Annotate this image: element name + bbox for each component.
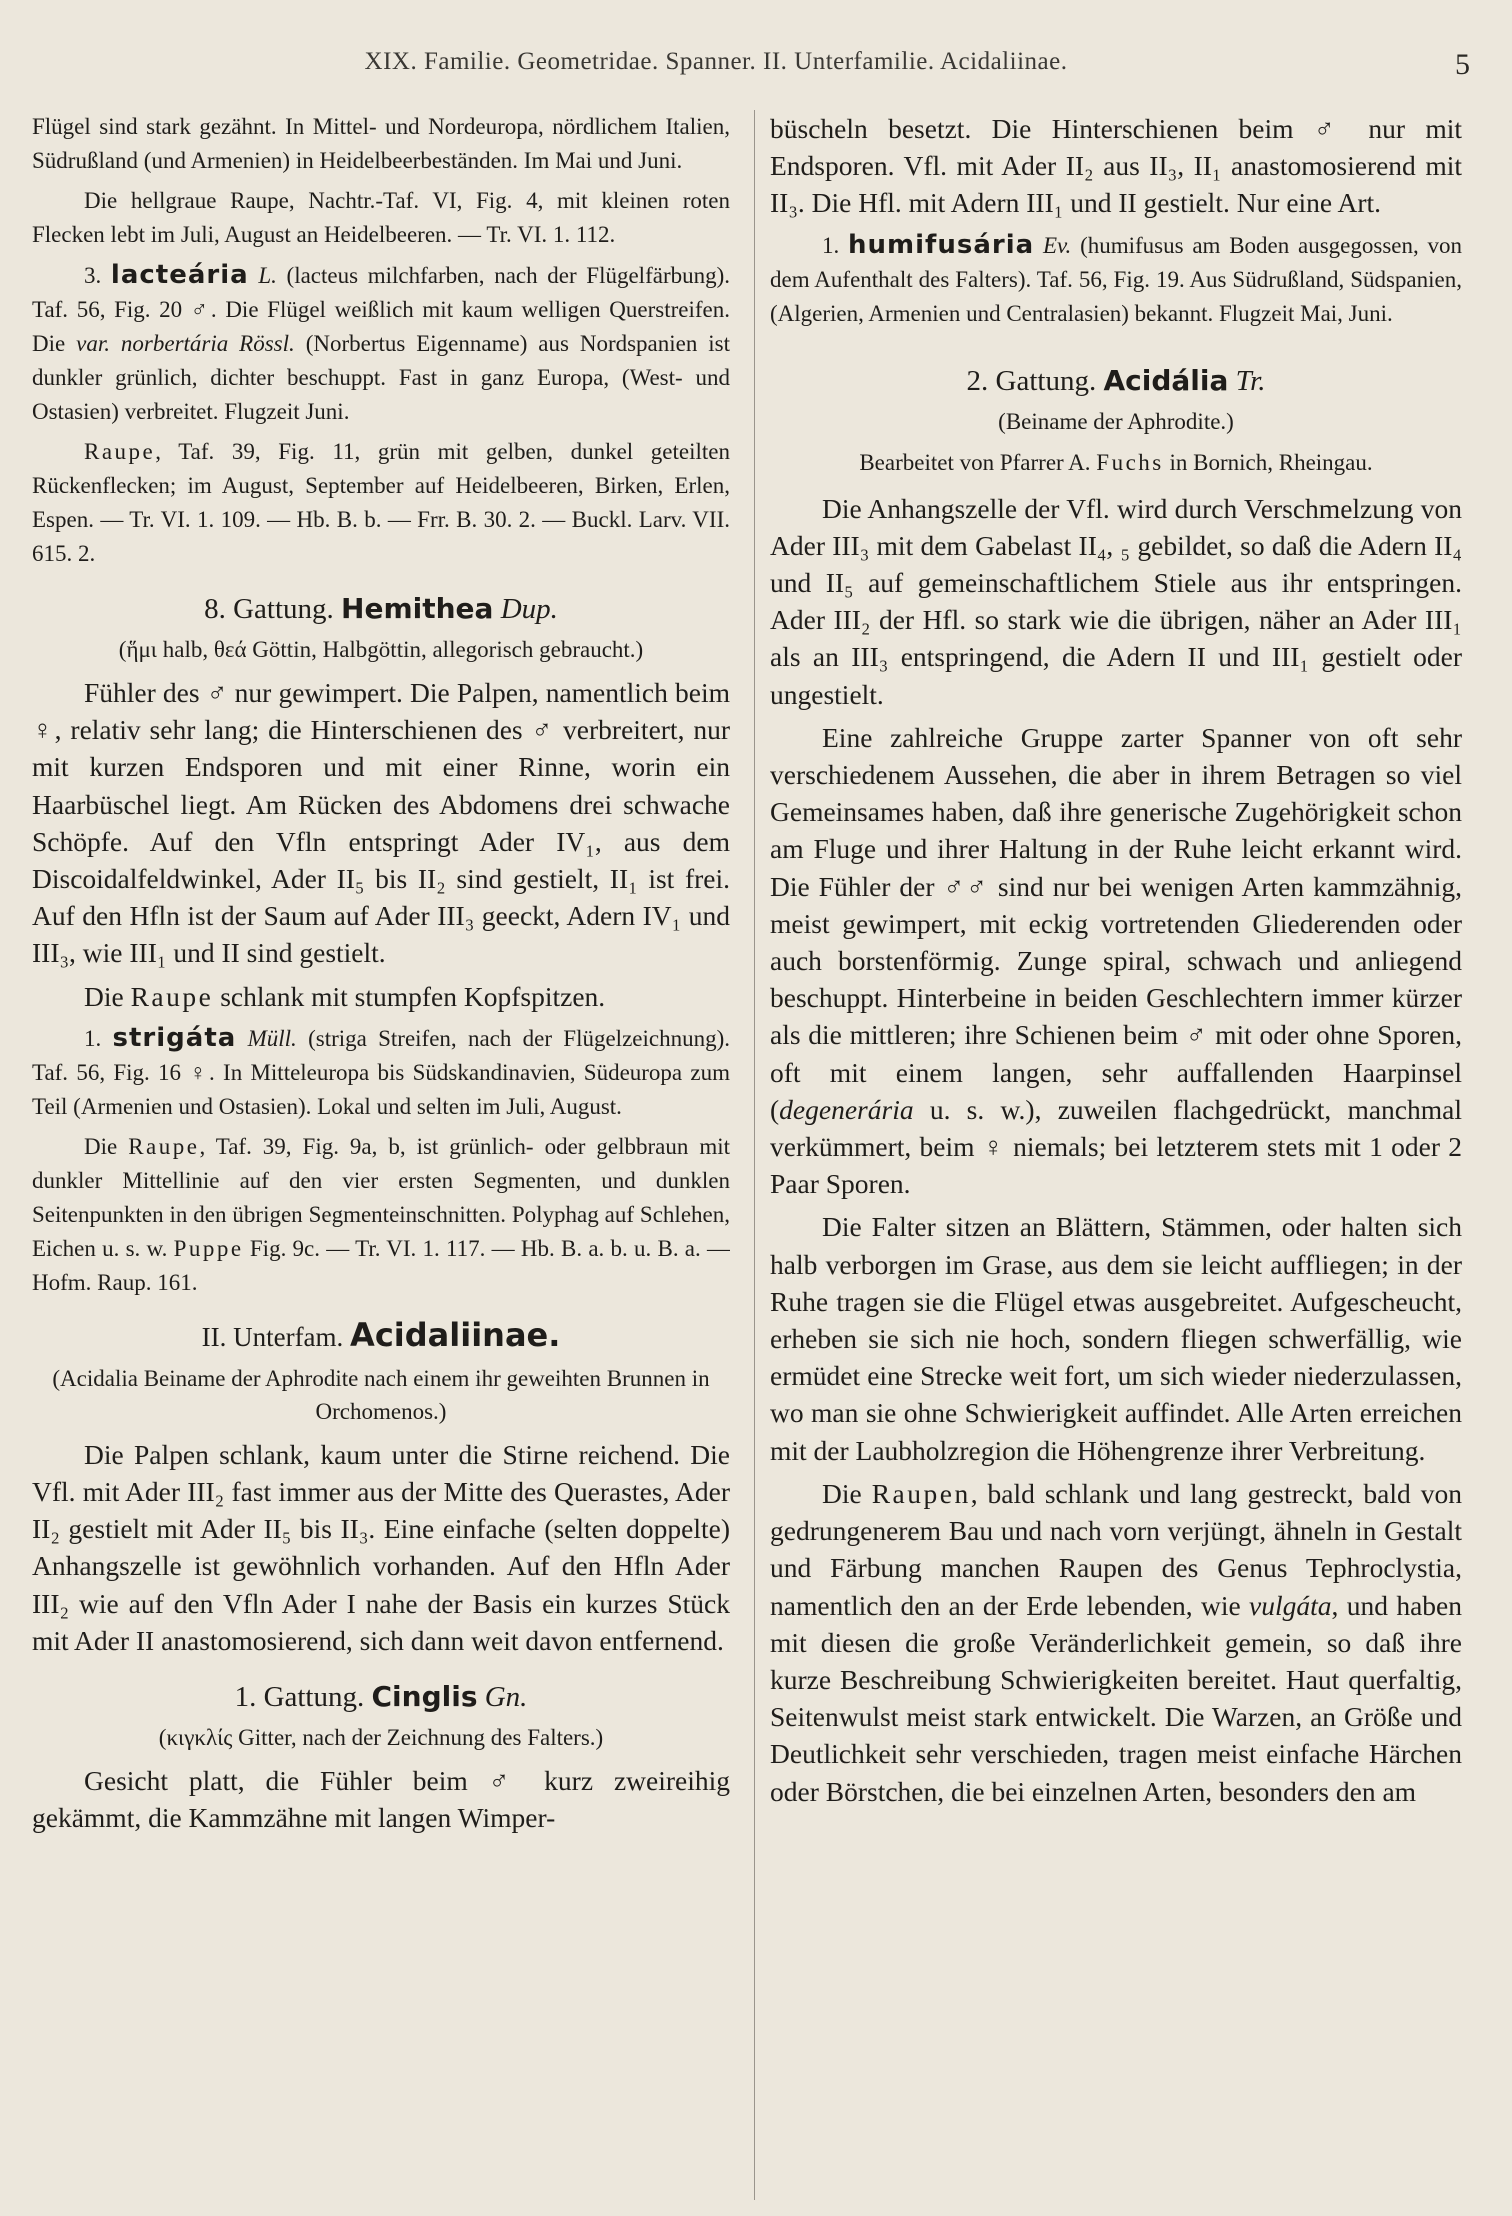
paragraph: Die Falter sitzen an Blättern, Stämmen, oder halten sich halb verborgen im Grase, aus dem sie leicht auffliegen; in der Ruhe tragen sie die Flügel etwas ausgebreitet. Aufgescheucht, erheben sie sich nie hoch, sondern fliegen schwerfällig, wie ermüdet eine Strecke weit fort, um sich wieder niederzulassen, wo man sie ohne Schwierigkeit auffindet. Alle Arten erreichen mit der Laubholzregion die Höhengrenze ihrer Verbreitung. <box>770 1211 1462 1466</box>
subfamily-heading: II. Unterfam. Acidaliinae. <box>201 1315 561 1354</box>
species-number: 1. <box>84 1025 102 1051</box>
genus-description: Fühler des ♂ nur gewimpert. Die Palpen, namentlich beim ♀, relativ sehr lang; die Hinterschienen des ♂ verbreitert, nur mit kurzen Endsporen und mit einer Rinne, worin ein Haarbüschel liegt. Am Rücken des Abdomens drei schwache Schöpfe. Auf den Vfln entspringt Ader IV₁, aus dem Discoidalfeldwinkel, Ader II₅ bis II₂ sind gestielt, II₁ ist frei. Auf den Hfln ist der Saum auf Ader III₃ geeckt, Adern IV₁ und III₃, wie III₁ und II sind gestielt. <box>32 677 730 969</box>
species-number: 3. <box>84 263 102 288</box>
running-title: XIX. Familie. Geometridae. Spanner. II. Unterfamilie. Acidaliinae. <box>364 48 1068 75</box>
species-entry-lactearia: 3. lacteária L. (lacteus milchfarben, nach der Flügelfärbung). Taf. 56, Fig. 20 ♂. Die Flügel weißlich mit kaum welligen Querstreifen. Die var. norbertária Rössl. (Norbertus Eigenname) aus Nordspanien ist dunkler grünlich, dichter beschuppt. Fast in ganz Europa, (West- und Ostasien) verbreitet. Flugzeit Juni. <box>32 260 730 424</box>
species-name: strigáta <box>112 1022 237 1053</box>
variety-name: var. norbertária Rössl. <box>76 331 295 356</box>
larva-description: Die Raupe schlank mit stumpfen Kopfspitzen. <box>84 980 606 1012</box>
genus-author: Gn. <box>484 1681 528 1714</box>
paragraph: Flügel sind stark gezähnt. In Mittel- und Nordeuropa, nördlichem Italien, Südrußland (und Armenien) in Heidelbeerbeständen. Im Mai und Juni. <box>32 114 730 173</box>
right-column <box>770 110 1462 2186</box>
paragraph: Die hellgraue Raupe, Nachtr.-Taf. VI, Fig. 4, mit kleinen roten Flecken lebt im Juli, August an Heidelbeeren. — Tr. VI. 1. 112. <box>32 188 730 247</box>
genus-heading-acidalia: 2. Gattung. Acidália Tr. <box>966 363 1266 397</box>
etymology: (Acidalia Beiname der Aphrodite nach einem ihr geweihten Brunnen in Orchomenos.) <box>52 1365 710 1424</box>
genus-heading-hemithea: 8. Gattung. Hemithea Dup. <box>204 592 558 625</box>
paragraph: Die Anhangszelle der Vfl. wird durch Verschmelzung von Ader III₃ mit dem Gabelast II₄, ₅ gebildet, so daß die Adern II₄ und II₅ auf gemeinschaftlichem Stiele aus ihr entspringen. Ader III₂ der Hfl. so stark wie die übrigen, näher an Ader III₁ als an III₃ entspringend, die Adern II und III₁ gestielt oder ungestielt. <box>770 492 1462 710</box>
subfamily-description: Die Palpen schlank, kaum unter die Stirne reichend. Die Vfl. mit Ader III₂ fast immer aus der Mitte des Querastes, Ader II₂ gestielt mit Ader II₅ bis II₃. Eine einfache (selten doppelte) Anhangszelle ist gewöhnlich vorhanden. Auf den Hfln Ader III₂ wie auf den Vfln Ader I nahe der Basis ein kurzes Stück mit Ader II anastomosierend, sich dann weit davon entfernend. <box>32 1438 730 1656</box>
genus-author: Tr. <box>1235 364 1266 397</box>
page-header <box>36 48 1476 88</box>
species-number: 1. <box>822 232 840 258</box>
etymology: (ἥμι halb, θεά Göttin, Halbgöttin, allegorisch gebraucht.) <box>118 637 644 662</box>
page-number: 5 <box>1455 48 1470 81</box>
genus-description: Gesicht platt, die Fühler beim ♂ kurz zweireihig gekämmt, die Kammzähne mit langen Wimper- <box>32 1765 730 1834</box>
left-column <box>32 110 730 2186</box>
paragraph: Die Raupen, bald schlank und lang gestreckt, bald von gedrungenerem Bau und nach vorn verjüngt, ähneln in Gestalt und Färbung manchen Raupen des Genus Tephroclystia, namentlich den an der Erde lebenden, wie vulgáta, und haben mit diesen die große Veränderlichkeit gemein, so daß ihre kurze Beschreibung Schwierigkeiten bereitet. Haut querfaltig, Seitenwulst meist stark entwickelt. Die Warzen, an Größe und Deutlichkeit sehr verschieden, tragen meist einfache Härchen oder Börstchen, die bei einzelnen Arten, besonders den am <box>770 1477 1462 1807</box>
species-author: L. <box>258 263 277 288</box>
larva-description: Raupe, Taf. 39, Fig. 11, grün mit gelben, dunkel geteilten Rückenflecken; im August, September auf Heidelbeeren, Birken, Erlen, Espen. — Tr. VI. 1. 109. — Hb. B. b. — Frr. B. 30. 2. — Buckl. Larv. VII. 615. 2. <box>32 439 730 566</box>
author-credit: Bearbeitet von Pfarrer A. Fuchs in Bornich, Rheingau. <box>859 449 1373 475</box>
paragraph: büscheln besetzt. Die Hinterschienen beim ♂ nur mit Endsporen. Vfl. mit Ader II₂ aus II₃, II₁ anastomosierend mit II₃. Die Hfl. mit Adern III₁ und II gestielt. Nur eine Art. <box>770 113 1462 219</box>
etymology: (κιγκλίς Gitter, nach der Zeichnung des Falters.) <box>158 1725 604 1751</box>
genus-name: Cinglis <box>371 1680 478 1714</box>
larva-description: Die Raupe, Taf. 39, Fig. 9a, b, ist grünlich- oder gelbbraun mit dunkler Mittellinie auf den vier ersten Segmenten, und dunklen Seitenpunkten in den übrigen Segmenteinschnitten. Polyphag auf Schlehen, Eichen u. s. w. Puppe Fig. 9c. — Tr. VI. 1. 117. — Hb. B. a. b. u. B. a. — Hofm. Raup. 161. <box>32 1133 730 1295</box>
genus-name: Acidália <box>1103 363 1229 397</box>
genus-author: Dup. <box>500 593 558 625</box>
species-entry-strigata: 1. strigáta Müll. (striga Streifen, nach der Flügelzeichnung). Taf. 56, Fig. 16 ♀. In Mitteleuropa bis Südskandinavien, Südeuropa zum Teil (Armenien und Ostasien). Lokal und selten im Juli, August. <box>32 1022 730 1119</box>
species-author: Ev. <box>1042 232 1072 258</box>
etymology: (Beiname der Aphrodite.) <box>998 408 1234 434</box>
species-author: Müll. <box>247 1025 297 1051</box>
genus-heading-cinglis: 1. Gattung. Cinglis Gn. <box>234 1680 528 1714</box>
species-name: lacteária <box>110 260 249 290</box>
species-entry-humifusaria: 1. humifusária Ev. (humifusus am Boden ausgegossen, von dem Aufenthalt des Falters). Taf. 56, Fig. 19. Aus Südrußland, Südspanien, (Algerien, Armenien und Centralasien) bekannt. Flugzeit Mai, Juni. <box>770 229 1462 326</box>
species-name: humifusária <box>848 229 1035 260</box>
genus-name: Hemithea <box>341 592 494 625</box>
paragraph: Eine zahlreiche Gruppe zarter Spanner von oft sehr verschiedenem Aussehen, die aber in ihrem Betragen so viel Gemeinsames haben, daß ihre generische Zugehörigkeit schon am Fluge und ihrer Haltung in der Ruhe leicht erkannt wird. Die Fühler der ♂♂ sind nur bei wenigen Arten kammzähnig, meist gewimpert, mit eckig vortretenden Gliederenden oder auch borstenförmig. Zunge spiral, schwach und anliegend beschuppt. Hinterbeine in beiden Geschlechtern immer kürzer als die mittleren; ihre Schienen beim ♂ mit oder ohne Sporen, oft mit einem langen, sehr auffallenden Haarpinsel (degenerária u. s. w.), zuweilen flachgedrückt, manchmal verkümmert, beim ♀ niemals; bei letzterem stets mit 1 oder 2 Paar Sporen. <box>770 721 1462 1200</box>
subfamily-name: Acidaliinae. <box>350 1315 561 1354</box>
column-divider <box>754 110 755 2200</box>
